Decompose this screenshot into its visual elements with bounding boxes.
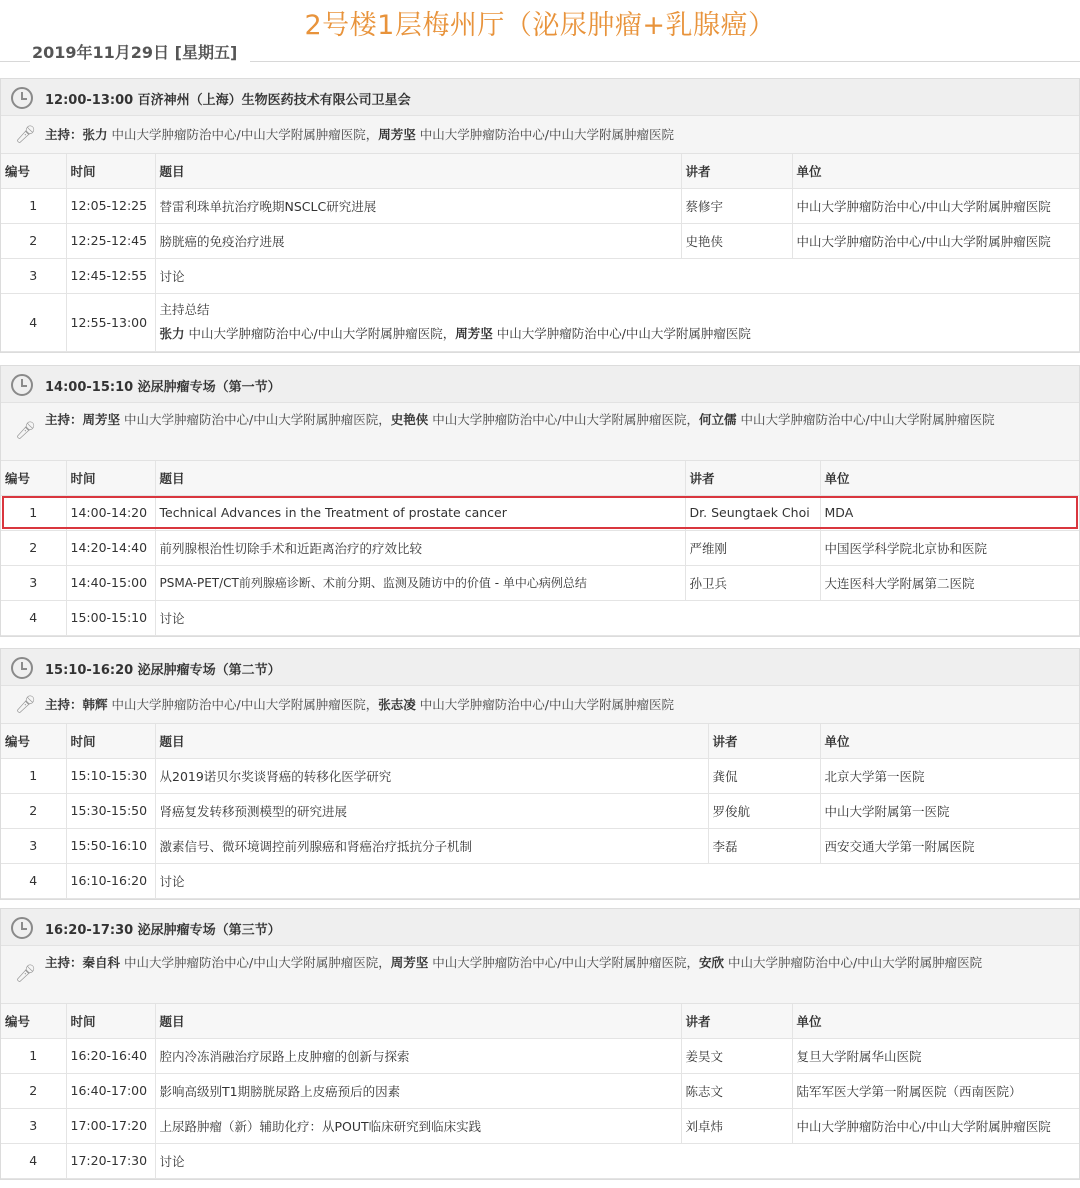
col-unit: 单位: [792, 154, 1079, 188]
row-speaker: 罗俊航: [708, 793, 820, 828]
clock-icon: [11, 374, 33, 396]
table-row: [1, 565, 1079, 600]
host-text: [45, 694, 1057, 716]
summary-hosts: [160, 322, 1076, 346]
schedule-table: [1, 461, 1079, 636]
col-topic: 题目: [155, 724, 708, 758]
row-time: 16:20-16:40: [66, 1038, 155, 1073]
row-topic: 上尿路肿瘤（新）辅助化疗：从POUT临床研究到临床实践: [155, 1108, 681, 1143]
host-org: 中山大学肿瘤防治中心/中山大学附属肿瘤医院，: [432, 412, 699, 427]
host-org: 中山大学肿瘤防治中心/中山大学附属肿瘤医院: [419, 127, 674, 142]
row-no: 1: [1, 495, 66, 530]
row-time: 12:25-12:45: [66, 223, 155, 258]
col-unit: 单位: [820, 461, 1079, 495]
col-time: 时间: [66, 461, 155, 495]
row-no: 3: [1, 1108, 66, 1143]
host-row: [1, 116, 1079, 154]
host-org: 中山大学肿瘤防治中心/中山大学附属肿瘤医院: [727, 955, 983, 970]
host-name: 周芳坚: [82, 412, 121, 427]
session-title: 16:20-17:30 泌尿肿瘤专场（第三节）: [45, 923, 281, 938]
session-header: [1, 79, 1079, 116]
row-time: 17:00-17:20: [66, 1108, 155, 1143]
col-time: 时间: [66, 724, 155, 758]
row-unit: MDA: [820, 495, 1079, 530]
host-name: 秦自科: [82, 955, 121, 970]
row-topic: 肾癌复发转移预测模型的研究进展: [155, 793, 708, 828]
host-label: 主持：: [45, 697, 83, 712]
table-row: [1, 863, 1079, 898]
host-label: 主持：: [45, 412, 83, 427]
schedule-table: [1, 1004, 1079, 1179]
table-row: [1, 293, 1079, 351]
session-title: 14:00-15:10 泌尿肿瘤专场（第一节）: [45, 380, 281, 395]
row-unit: 中国医学科学院北京协和医院: [820, 530, 1079, 565]
table-row-highlighted: [1, 495, 1079, 530]
row-speaker: 刘卓炜: [681, 1108, 792, 1143]
clock-icon: [11, 917, 33, 939]
table-header-row: [1, 461, 1079, 495]
col-speaker: 讲者: [681, 154, 792, 188]
table-row: [1, 1108, 1079, 1143]
table-row: [1, 1038, 1079, 1073]
schedule-table: [1, 724, 1079, 899]
col-no: 编号: [1, 461, 66, 495]
table-row: [1, 1073, 1079, 1108]
col-speaker: 讲者: [708, 724, 820, 758]
host-name: 何立儒: [698, 412, 737, 427]
host-row: [1, 686, 1079, 724]
session-4: [0, 908, 1080, 1180]
row-no: 4: [1, 863, 66, 898]
row-speaker: Dr. Seungtaek Choi: [685, 495, 820, 530]
host-name: 周芳坚: [455, 326, 493, 341]
col-topic: 题目: [155, 154, 681, 188]
row-topic: 讨论: [155, 258, 1079, 293]
row-no: 1: [1, 1038, 66, 1073]
session-title: 12:00-13:00 百济神州（上海）生物医药技术有限公司卫星会: [45, 93, 411, 108]
col-time: 时间: [66, 1004, 155, 1038]
row-no: 4: [1, 293, 66, 351]
row-no: 2: [1, 1073, 66, 1108]
row-speaker: 陈志文: [681, 1073, 792, 1108]
summary-title: 主持总结: [159, 302, 210, 317]
microphone-icon: 🎤︎: [15, 964, 37, 984]
row-speaker: 姜昊文: [681, 1038, 792, 1073]
row-speaker: 蔡修宇: [681, 188, 792, 223]
row-topic: PSMA-PET/CT前列腺癌诊断、术前分期、监测及随访中的价值 - 单中心病例总结: [155, 565, 685, 600]
host-name: 周芳坚: [390, 955, 429, 970]
col-topic: 题目: [155, 1004, 681, 1038]
date-label: 2019年11月29日 [星期五]: [32, 43, 238, 62]
row-time: 16:40-17:00: [66, 1073, 155, 1108]
col-topic: 题目: [155, 461, 685, 495]
host-org: 中山大学肿瘤防治中心/中山大学附属肿瘤医院: [740, 412, 995, 427]
col-no: 编号: [1, 154, 66, 188]
host-org: 中山大学肿瘤防治中心/中山大学附属肿瘤医院，: [124, 955, 391, 970]
host-label: 主持：: [45, 955, 83, 970]
table-row: [1, 188, 1079, 223]
host-name: 安欣: [698, 955, 724, 970]
col-no: 编号: [1, 1004, 66, 1038]
row-unit: 中山大学肿瘤防治中心/中山大学附属肿瘤医院: [792, 188, 1079, 223]
schedule-table: [1, 154, 1079, 352]
row-no: 2: [1, 223, 66, 258]
microphone-icon: 🎤︎: [15, 125, 37, 145]
col-no: 编号: [1, 724, 66, 758]
host-name: 史艳侠: [390, 412, 429, 427]
table-header-row: [1, 724, 1079, 758]
host-org: 中山大学肿瘤防治中心/中山大学附属肿瘤医院，: [184, 326, 456, 341]
col-time: 时间: [66, 154, 155, 188]
row-time: 17:20-17:30: [66, 1143, 155, 1178]
host-name: 张力: [159, 326, 185, 341]
session-title: 15:10-16:20 泌尿肿瘤专场（第二节）: [45, 663, 281, 678]
divider: [250, 61, 1080, 62]
session-header: [1, 366, 1079, 403]
col-speaker: 讲者: [681, 1004, 792, 1038]
row-unit: 西安交通大学第一附属医院: [820, 828, 1079, 863]
row-topic: Technical Advances in the Treatment of prostate cancer: [155, 495, 685, 530]
host-row: [1, 946, 1079, 1004]
row-no: 4: [1, 600, 66, 635]
host-label: 主持：: [45, 127, 83, 142]
row-speaker: 严维刚: [685, 530, 820, 565]
host-org: 中山大学肿瘤防治中心/中山大学附属肿瘤医院，: [111, 127, 379, 142]
row-speaker: 李磊: [708, 828, 820, 863]
row-unit: 陆军军医大学第一附属医院（西南医院）: [792, 1073, 1079, 1108]
row-time: 15:10-15:30: [66, 758, 155, 793]
host-org: 中山大学肿瘤防治中心/中山大学附属肿瘤医院，: [111, 697, 379, 712]
row-no: 1: [1, 758, 66, 793]
host-text: [45, 409, 1057, 431]
row-no: 3: [1, 565, 66, 600]
row-time: 16:10-16:20: [66, 863, 155, 898]
row-speaker: 龚侃: [708, 758, 820, 793]
table-header-row: [1, 154, 1079, 188]
row-no: 3: [1, 258, 66, 293]
row-unit: 北京大学第一医院: [820, 758, 1079, 793]
row-speaker: 史艳侠: [681, 223, 792, 258]
table-row: [1, 258, 1079, 293]
session-header: [1, 909, 1079, 946]
col-speaker: 讲者: [685, 461, 820, 495]
host-org: 中山大学肿瘤防治中心/中山大学附属肿瘤医院: [419, 697, 674, 712]
host-org: 中山大学肿瘤防治中心/中山大学附属肿瘤医院，: [432, 955, 699, 970]
microphone-icon: 🎤︎: [15, 421, 37, 441]
row-time: 14:40-15:00: [66, 565, 155, 600]
table-row: [1, 758, 1079, 793]
row-time: 15:30-15:50: [66, 793, 155, 828]
row-topic: 激素信号、微环境调控前列腺癌和肾癌治疗抵抗分子机制: [155, 828, 708, 863]
row-time: 12:45-12:55: [66, 258, 155, 293]
row-no: 4: [1, 1143, 66, 1178]
table-row: [1, 223, 1079, 258]
row-unit: 中山大学附属第一医院: [820, 793, 1079, 828]
table-row: [1, 828, 1079, 863]
row-topic: 从2019诺贝尔奖谈肾癌的转移化医学研究: [155, 758, 708, 793]
row-no: 1: [1, 188, 66, 223]
clock-icon: [11, 87, 33, 109]
row-topic: 讨论: [155, 600, 1079, 635]
row-topic: 影响高级别T1期膀胱尿路上皮癌预后的因素: [155, 1073, 681, 1108]
row-time: 12:55-13:00: [66, 293, 155, 351]
row-unit: 中山大学肿瘤防治中心/中山大学附属肿瘤医院: [792, 1108, 1079, 1143]
row-no: 2: [1, 793, 66, 828]
host-text: [45, 124, 1057, 146]
table-row: [1, 600, 1079, 635]
host-name: 张力: [82, 127, 108, 142]
row-time: 15:50-16:10: [66, 828, 155, 863]
row-unit: 中山大学肿瘤防治中心/中山大学附属肿瘤医院: [792, 223, 1079, 258]
row-no: 2: [1, 530, 66, 565]
session-3: [0, 648, 1080, 900]
microphone-icon: 🎤︎: [15, 695, 37, 715]
row-topic: 讨论: [155, 1143, 1079, 1178]
row-time: 12:05-12:25: [66, 188, 155, 223]
host-row: [1, 403, 1079, 461]
session-1: [0, 78, 1080, 353]
table-row: [1, 530, 1079, 565]
row-topic-summary: [155, 293, 1079, 351]
row-time: 14:00-14:20: [66, 495, 155, 530]
row-time: 14:20-14:40: [66, 530, 155, 565]
host-text: [45, 952, 1057, 974]
table-header-row: [1, 1004, 1079, 1038]
row-topic: 替雷利珠单抗治疗晚期NSCLC研究进展: [155, 188, 681, 223]
row-topic: 腔内冷冻消融治疗尿路上皮肿瘤的创新与探索: [155, 1038, 681, 1073]
session-2: [0, 365, 1080, 637]
row-topic: 前列腺根治性切除手术和近距离治疗的疗效比较: [155, 530, 685, 565]
hall-title: 2号楼1层梅州厅（泌尿肿瘤+乳腺癌）: [304, 10, 776, 41]
row-no: 3: [1, 828, 66, 863]
row-unit: 复旦大学附属华山医院: [792, 1038, 1079, 1073]
col-unit: 单位: [820, 724, 1079, 758]
clock-icon: [11, 657, 33, 679]
row-speaker: 孙卫兵: [685, 565, 820, 600]
host-org: 中山大学肿瘤防治中心/中山大学附属肿瘤医院，: [124, 412, 391, 427]
row-time: 15:00-15:10: [66, 600, 155, 635]
host-name: 周芳坚: [378, 127, 416, 142]
host-name: 张志凌: [378, 697, 416, 712]
table-row: [1, 1143, 1079, 1178]
session-header: [1, 649, 1079, 686]
table-row: [1, 793, 1079, 828]
row-unit: 大连医科大学附属第二医院: [820, 565, 1079, 600]
date-bar: [0, 36, 1080, 72]
host-name: 韩辉: [82, 697, 108, 712]
row-topic: 膀胱癌的免疫治疗进展: [155, 223, 681, 258]
divider: [0, 61, 30, 62]
col-unit: 单位: [792, 1004, 1079, 1038]
row-topic: 讨论: [155, 863, 1079, 898]
host-org: 中山大学肿瘤防治中心/中山大学附属肿瘤医院: [492, 326, 751, 341]
